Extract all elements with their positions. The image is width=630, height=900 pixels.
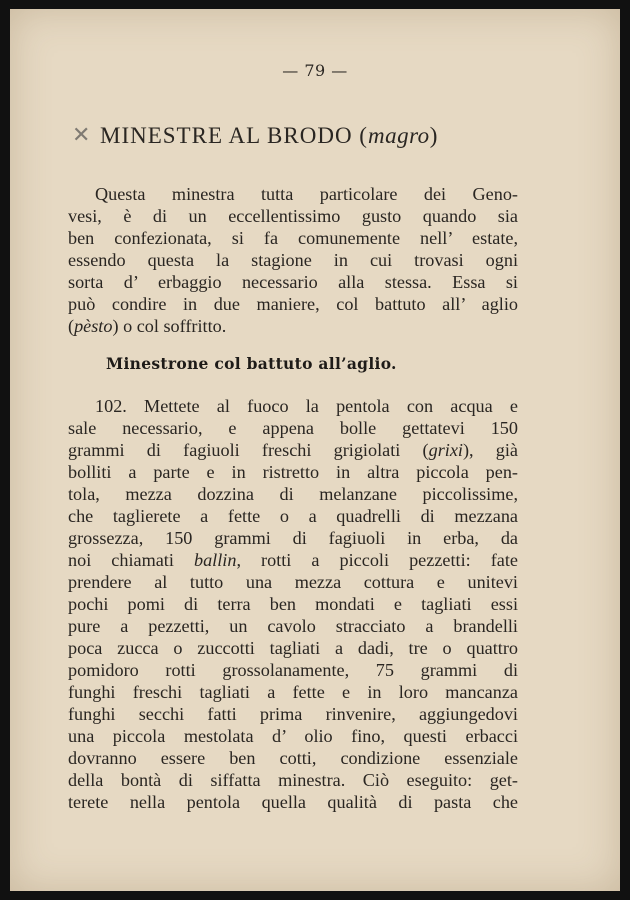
- intro-last-italic: pèsto: [74, 316, 113, 336]
- intro-last-rest: ) o col soffritto.: [112, 316, 227, 336]
- recipe-line3-post: ), già: [462, 440, 518, 460]
- recipe-line: prendere al tutto una mezza cottura e unitevi: [68, 572, 518, 592]
- book-page: [10, 9, 620, 891]
- title-end: ): [429, 123, 439, 148]
- recipe-line8-italic: ballin: [193, 550, 237, 570]
- recipe-line8-pre: noi chiamati: [68, 550, 194, 570]
- recipe-line: grossezza, 150 grammi di fagiuoli in erba, da: [68, 528, 518, 548]
- margin-pencil-mark: ✕: [72, 123, 91, 148]
- recipe-line: tola, mezza dozzina di melanzane piccolissime,: [68, 484, 518, 504]
- recipe-line: [68, 439, 518, 461]
- recipe-line: poca zucca o zuccotti tagliati a dadi, tre o quattro: [68, 638, 518, 658]
- recipe-line: funghi secchi fatti prima rinvenire, aggiungedovi: [68, 704, 518, 724]
- intro-line: vesi, è di un eccellentissimo gusto quando sia: [68, 206, 518, 226]
- intro-line-last: [68, 315, 518, 337]
- intro-line: può condire in due maniere, col battuto all’ aglio: [68, 294, 518, 314]
- recipe-line: pure a pezzetti, un cavolo stracciato a brandelli: [68, 616, 518, 636]
- intro-line: ben confezionata, si fa comunemente nell’ estate,: [68, 228, 518, 248]
- recipe-line: terete nella pentola quella qualità di pasta che: [68, 792, 518, 812]
- intro-line: essendo questa la stagione in cui trovasi ogni: [68, 250, 518, 270]
- recipe-heading: Minestrone col battuto all’aglio.: [106, 354, 397, 373]
- recipe-line: funghi freschi tagliati a fette e in loro mancanza: [68, 682, 518, 702]
- recipe-line: pomidoro rotti grossolanamente, 75 grammi di: [68, 660, 518, 680]
- chapter-title: [100, 123, 438, 149]
- intro-line: sorta d’ erbaggio necessario alla stessa. Essa si: [68, 272, 518, 292]
- recipe-line3-pre: grammi di fagiuoli freschi grigiolati (: [68, 440, 429, 460]
- recipe-line: della bontà di siffatta minestra. Ciò eseguito: get-: [68, 770, 518, 790]
- recipe-line: pochi pomi di terra ben mondati e tagliati essi: [68, 594, 518, 614]
- intro-line: Questa minestra tutta particolare dei Geno-: [95, 184, 518, 204]
- recipe-line: [68, 549, 518, 571]
- recipe-line: bolliti a parte e in ristretto in altra piccola pen-: [68, 462, 518, 482]
- recipe-line: che taglierete a fette o a quadrelli di mezzana: [68, 506, 518, 526]
- recipe-line: una piccola mestolata d’ olio fino, questi erbacci: [68, 726, 518, 746]
- intro-last-open: (: [68, 316, 75, 336]
- recipe-line8-post: , rotti a piccoli pezzetti: fate: [236, 550, 518, 570]
- title-main: MINESTRE AL BRODO (: [100, 123, 368, 148]
- recipe-line: sale necessario, e appena bolle gettatevi 150: [68, 418, 518, 438]
- recipe-line3-italic: grixi: [428, 440, 463, 460]
- recipe-line: 102. Mettete al fuoco la pentola con acqua e: [95, 396, 518, 416]
- title-italic: magro: [367, 123, 430, 148]
- page-number: — 79 —: [282, 61, 348, 80]
- recipe-line: dovranno essere ben cotti, condizione essenziale: [68, 748, 518, 768]
